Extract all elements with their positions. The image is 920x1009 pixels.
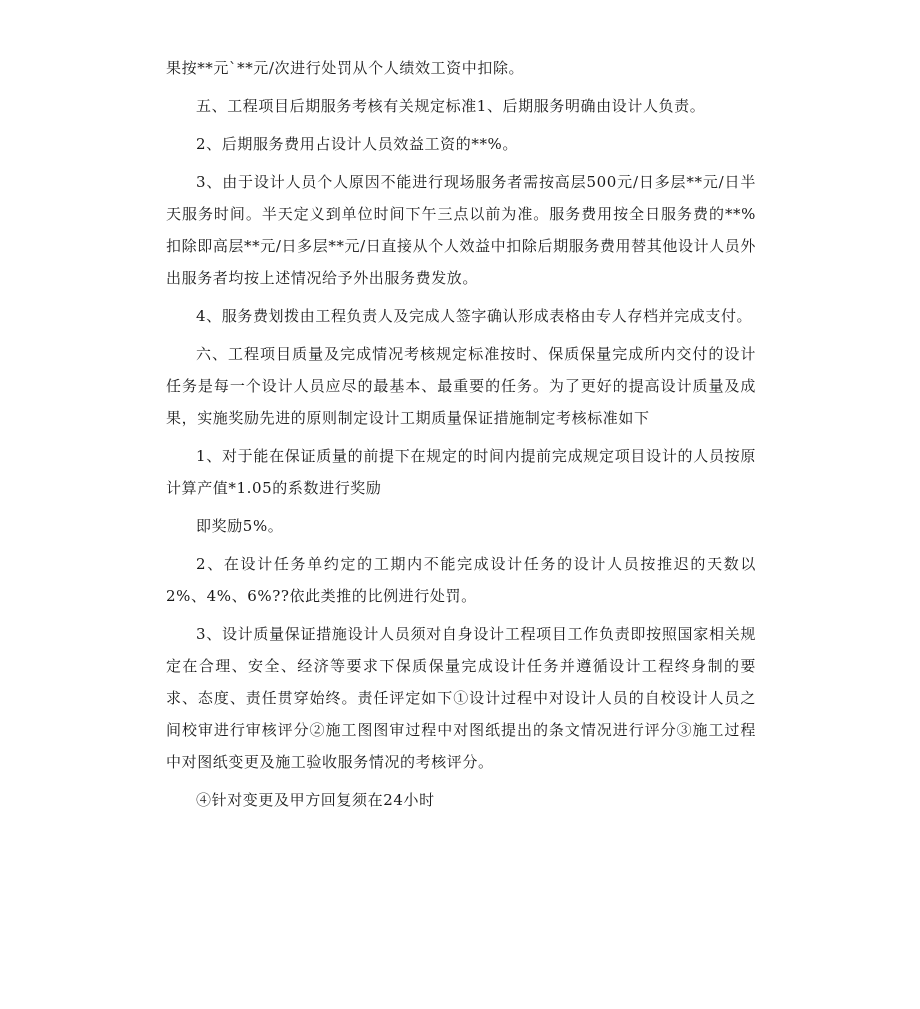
paragraph-10: 3、设计质量保证措施设计人员须对自身设计工程项目工作负责即按照国家相关规定在合理、安全、经济等要求下保质保量完成设计任务并遵循设计工程终身制的要求、态度、责任贯穿始终。责任评定如下①设计过程中对设计人员的自校设计人员之间校审进行审核评分②施工图图审过程中对图纸提出的条文情况进行评分③施工过程中对图纸变更及施工验收服务情况的考核评分。	[166, 625, 756, 771]
paragraph-7: 1、对于能在保证质量的前提下在规定的时间内提前完成规定项目设计的人员按原计算产值*1.05的系数进行奖励	[166, 447, 756, 497]
paragraph-8: 即奖励5%。	[196, 517, 284, 535]
paragraph-3: 2、后期服务费用占设计人员效益工资的**%。	[196, 135, 518, 153]
paragraph-4: 3、由于设计人员个人原因不能进行现场服务者需按高层500元/日多层**元/日半天服务时间。半天定义到单位时间下午三点以前为准。服务费用按全日服务费的**%扣除即高层**元/日多层**元/日直接从个人效益中扣除后期服务费用替其他设计人员外出服务者均按上述情况给予外出服务费发放。	[166, 173, 756, 287]
document-body	[166, 52, 756, 822]
paragraph-1: 果按**元`**元/次进行处罚从个人绩效工资中扣除。	[166, 59, 525, 77]
paragraph-6: 六、工程项目质量及完成情况考核规定标准按时、保质保量完成所内交付的设计任务是每一个设计人员应尽的最基本、最重要的任务。为了更好的提高设计质量及成果，实施奖励先进的原则制定设计工期质量保证措施制定考核标准如下	[166, 345, 756, 427]
paragraph-9: 2、在设计任务单约定的工期内不能完成设计任务的设计人员按推迟的天数以2%、4%、6%??依此类推的比例进行处罚。	[166, 555, 756, 605]
paragraph-5: 4、服务费划拨由工程负责人及完成人签字确认形成表格由专人存档并完成支付。	[196, 307, 753, 325]
paragraph-2: 五、工程项目后期服务考核有关规定标准1、后期服务明确由设计人负责。	[196, 97, 706, 115]
paragraph-11: ④针对变更及甲方回复须在24小时	[196, 791, 435, 809]
